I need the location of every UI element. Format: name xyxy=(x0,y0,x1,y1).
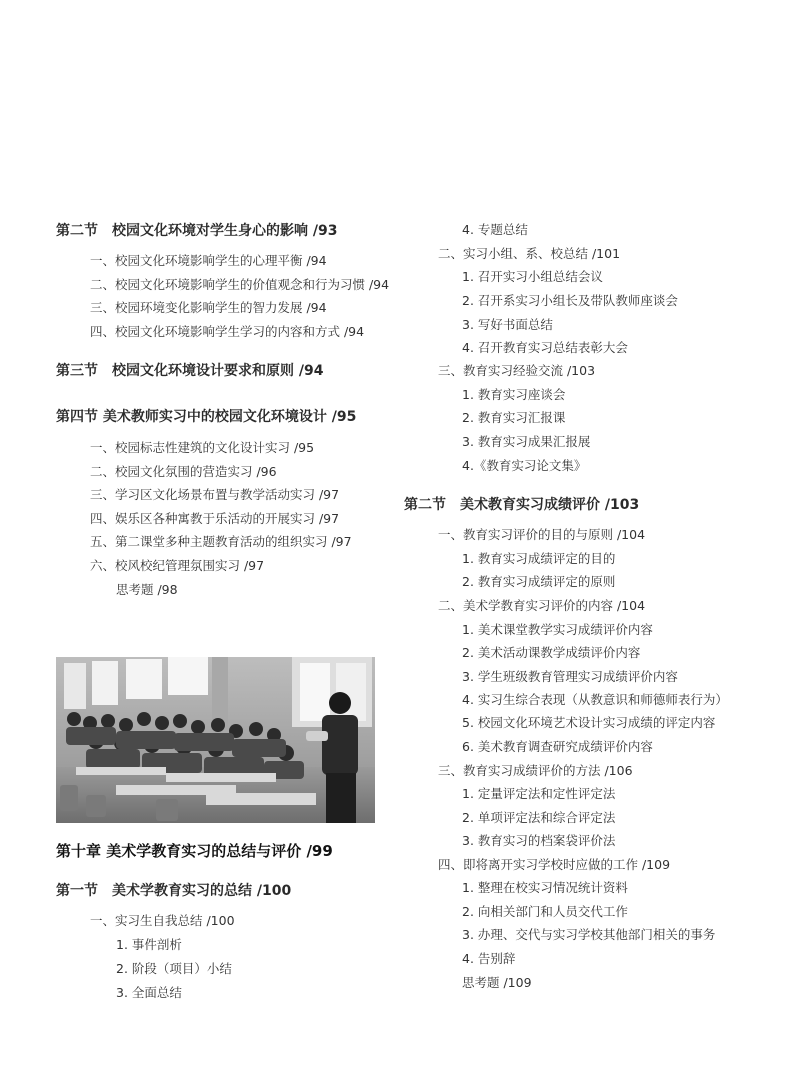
section-heading: 第四节 美术教师实习中的校园文化环境设计 /95 xyxy=(56,409,357,425)
toc-item: 4. 专题总结 xyxy=(462,222,528,237)
toc-item: 二、校园文化氛围的营造实习 /96 xyxy=(90,464,277,479)
section-heading: 第二节 美术教育实习成绩评价 /103 xyxy=(404,497,640,513)
toc-item: 一、教育实习评价的目的与原则 /104 xyxy=(438,527,646,542)
toc-item: 1. 事件剖析 xyxy=(116,937,182,952)
toc-item: 四、即将离开实习学校时应做的工作 /109 xyxy=(438,857,671,872)
toc-item: 二、美术学教育实习评价的内容 /104 xyxy=(438,598,646,613)
section-heading: 第一节 美术学教育实习的总结 /100 xyxy=(56,883,292,899)
toc-item: 1. 美术课堂教学实习成绩评价内容 xyxy=(462,622,653,637)
toc-item: 一、校园文化环境影响学生的心理平衡 /94 xyxy=(90,253,327,268)
toc-item: 1. 定量评定法和定性评定法 xyxy=(462,786,616,801)
toc-item: 三、学习区文化场景布置与教学活动实习 /97 xyxy=(90,487,340,502)
toc-item: 6. 美术教育调查研究成绩评价内容 xyxy=(462,739,653,754)
toc-item: 4. 实习生综合表现（从教意识和师德师表行为） xyxy=(462,692,728,707)
chapter-heading: 第十章 美术学教育实习的总结与评价 /99 xyxy=(56,842,333,860)
toc-item: 1. 整理在校实习情况统计资料 xyxy=(462,880,628,895)
toc-item: 3. 全面总结 xyxy=(116,985,182,1000)
toc-item: 4. 召开教育实习总结表彰大会 xyxy=(462,340,628,355)
toc-item: 一、实习生自我总结 /100 xyxy=(90,913,235,928)
toc-item: 三、教育实习经验交流 /103 xyxy=(438,363,596,378)
toc-item: 1. 教育实习成绩评定的目的 xyxy=(462,551,616,566)
section-heading: 第二节 校园文化环境对学生身心的影响 /93 xyxy=(56,223,338,239)
toc-item: 思考题 /98 xyxy=(116,582,178,597)
toc-item: 2. 阶段（项目）小结 xyxy=(116,961,232,976)
toc-item: 3. 学生班级教育管理实习成绩评价内容 xyxy=(462,669,678,684)
toc-item: 2. 美术活动课教学成绩评价内容 xyxy=(462,645,641,660)
toc-item: 2. 教育实习汇报课 xyxy=(462,410,566,425)
toc-item: 4. 告别辞 xyxy=(462,951,516,966)
toc-item: 3. 教育实习成果汇报展 xyxy=(462,434,591,449)
toc-item: 六、校风校纪管理氛围实习 /97 xyxy=(90,558,265,573)
toc-item: 三、校园环境变化影响学生的智力发展 /94 xyxy=(90,300,327,315)
toc-item: 2. 向相关部门和人员交代工作 xyxy=(462,904,628,919)
classroom-photo xyxy=(56,657,375,823)
toc-item: 2. 单项评定法和综合评定法 xyxy=(462,810,616,825)
toc-item: 3. 办理、交代与实习学校其他部门相关的事务 xyxy=(462,927,716,942)
toc-item: 二、校园文化环境影响学生的价值观念和行为习惯 /94 xyxy=(90,277,390,292)
toc-item: 4.《教育实习论文集》 xyxy=(462,458,587,473)
toc-item: 五、第二课堂多种主题教育活动的组织实习 /97 xyxy=(90,534,352,549)
toc-item: 二、实习小组、系、校总结 /101 xyxy=(438,246,621,261)
toc-item: 四、校园文化环境影响学生学习的内容和方式 /94 xyxy=(90,324,365,339)
toc-item: 3. 教育实习的档案袋评价法 xyxy=(462,833,616,848)
toc-item: 1. 召开实习小组总结会议 xyxy=(462,269,603,284)
section-heading: 第三节 校园文化环境设计要求和原则 /94 xyxy=(56,363,324,379)
toc-item: 3. 写好书面总结 xyxy=(462,317,553,332)
toc-item: 5. 校园文化环境艺术设计实习成绩的评定内容 xyxy=(462,715,716,730)
toc-item: 2. 教育实习成绩评定的原则 xyxy=(462,574,616,589)
toc-item: 2. 召开系实习小组长及带队教师座谈会 xyxy=(462,293,678,308)
toc-item: 一、校园标志性建筑的文化设计实习 /95 xyxy=(90,440,315,455)
toc-item: 1. 教育实习座谈会 xyxy=(462,387,566,402)
toc-item: 三、教育实习成绩评价的方法 /106 xyxy=(438,763,633,778)
toc-item: 四、娱乐区各种寓教于乐活动的开展实习 /97 xyxy=(90,511,340,526)
toc-item: 思考题 /109 xyxy=(462,975,532,990)
